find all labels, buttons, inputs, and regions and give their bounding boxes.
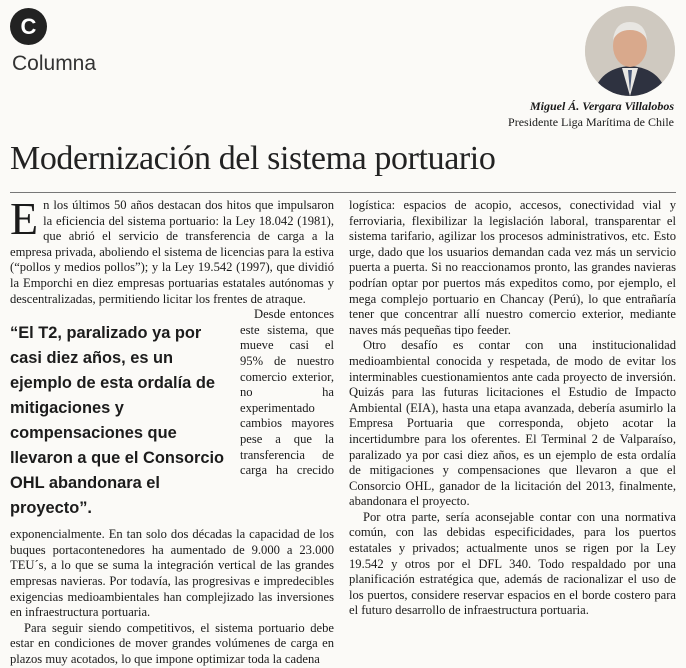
byline [508,98,674,130]
paragraph-4: logística: espacios de acopio, accesos, conectividad vial y ferroviaria, flexibilizar la legislación laboral, transparentar el sistema tarifario, agilizar los procesos administrativos, etc. Esto urge, dado que los usuarios demandan cada vez más un servicio puerta a puerta. Si no reaccionamos pronto, las grandes navieras podrían optar por puertos más expeditos como, por ejemplo, el mega complejo portuario en Chancay (Perú), lo que entrañaría tener que concentrar allí nuestro comercio exterior, mediante naves más pequeñas tipo feeder. [349,198,676,337]
article-column-right [349,198,676,619]
section-label: Columna [12,52,97,75]
paragraph-5: Otro desafío es contar con una institucionalidad medioambiental conocida y respetada, de modo de evitar los interminables cuestionamientos ante cada proyecto de inversión. Quizás para las futuras licitaciones el Estudio de Impacto Ambiental (EIA), hasta una etapa avanzada, debería asumirlo la Empresa Portuaria que corresponda, objeto acotar la incertidumbre para los oferentes. El Terminal 2 de Valparaíso, paralizado ya por casi diez años, es un ejemplo de esta ordalía de mitigaciones y compensaciones que llevaron a que el Consorcio OHL, ganador de la licitación del 2013, finalmente, abandonara el proyecto. [349,338,676,509]
paragraph-2: Desde entonces este sistema, que mueve casi el 95% de nuestro comercio exterior, no ha experimentado cambios mayores pese a que la transferencia de carga ha crecido exponencialmente. En tan solo dos décadas la capacidad de los buques portacontenedores ha aumentado de 9.000 a 23.000 TEU´s, a lo que se suma la integración vertical de las grandes empresas navieras. Por todavía, las progresivas e impredecibles exigencias medioambientales han complejizado las inversiones en infraestructura portuaria. [10,307,334,620]
paragraph-6: Por otra parte, sería aconsejable contar con una normativa común, con las debidas especificidades, para los puertos estatales y privados; actualmente unos se rigen por la Ley 19.542 y otros por el DFL 340. Todo respaldado por una planificación estratégica que, además de racionalizar el uso de los puertos, considere reservar espacios en el borde costero para el futuro desarrollo de infraestructura portuaria. [349,509,676,618]
article-column-left [10,193,334,668]
headline-rule [10,192,676,193]
paragraph-3: Para seguir siendo competitivos, el sistema portuario debe estar en condiciones de mover grandes volúmenes de carga en plazos muy acotados, lo que impone optimizar toda la cadena [10,620,334,666]
paragraph-1 [10,193,334,307]
author-name: Miguel Á. Vergara Villalobos [529,99,674,113]
headline: Modernización del sistema portuario [10,140,496,177]
author-title: Presidente Liga Marítima de Chile [508,115,674,129]
author-photo [585,6,675,96]
pull-quote: “El T2, paralizado ya por casi diez años, es un ejemplo de esta ordalía de mitigaciones y compensaciones que llevaron a que el Consorcio OHL abandonara el proyecto”. [10,324,225,518]
section-badge: C [10,8,47,45]
paragraph-1-text: n los últimos 50 años destacan dos hitos que impulsaron la eficiencia del sistema portuario: la Ley 18.042 (1981), que abrió el servicio de transferencia de carga a la empresa privada, aboliendo el sistema de licencias para la estiva (“pollos y medios pollos”); y la Ley 19.542 (1997), que dividió la Emporchi en diez empresas portuarias estatales autónomas y descentralizadas, permitiendo licitar los frentes de atraque. [10,198,334,306]
dropcap: E [10,193,39,244]
